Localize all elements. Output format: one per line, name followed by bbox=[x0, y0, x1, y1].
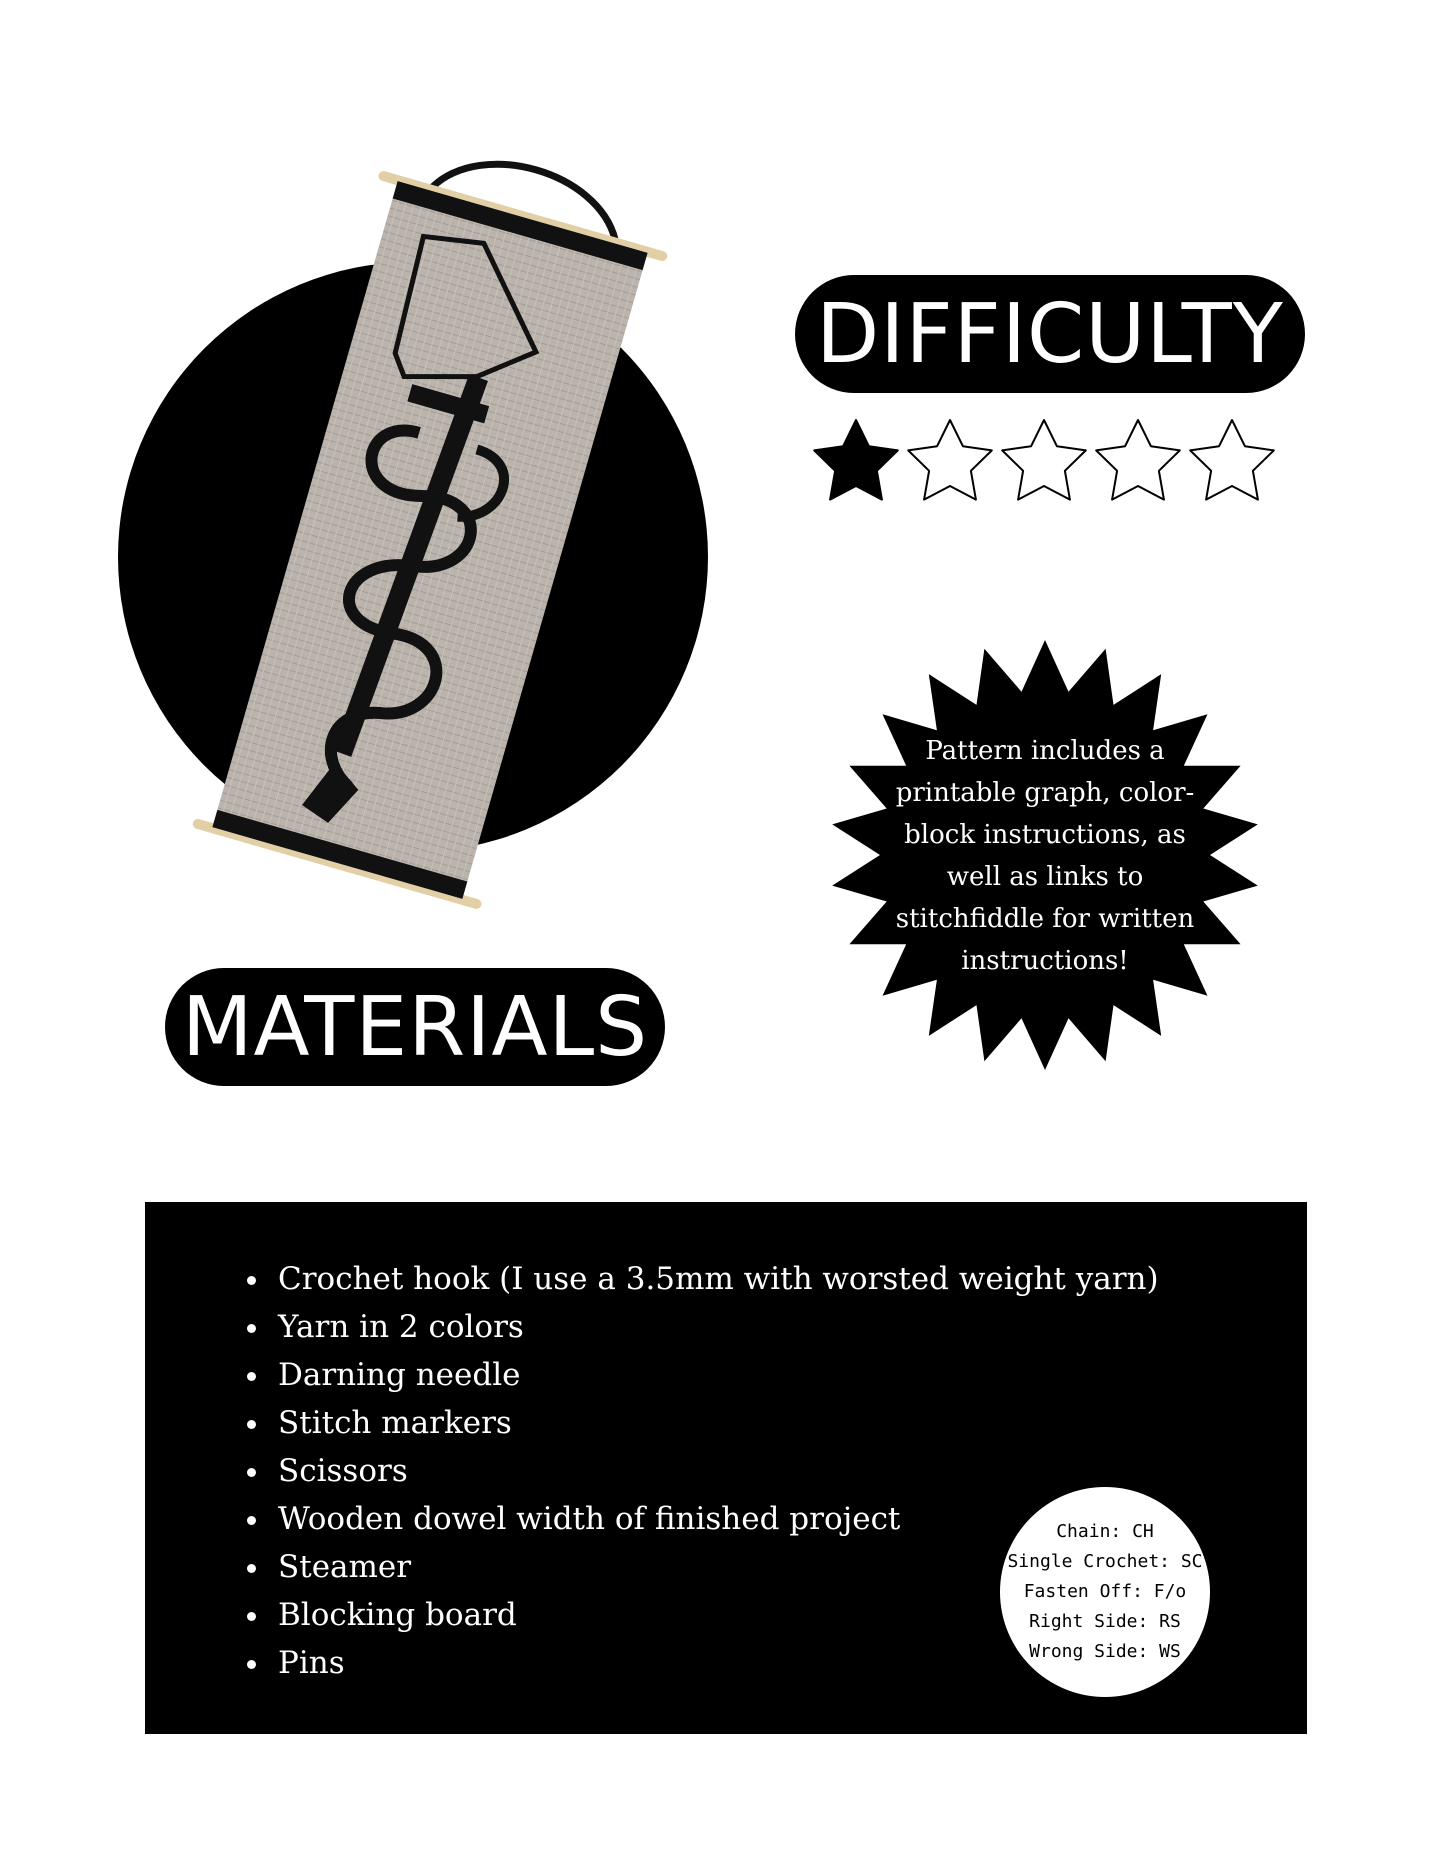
star-filled-icon bbox=[814, 420, 898, 500]
list-item: • Blocking board bbox=[272, 1591, 1159, 1639]
difficulty-rating bbox=[808, 414, 1288, 514]
materials-heading-text: MATERIALS bbox=[181, 979, 649, 1075]
list-item: • Scissors bbox=[272, 1447, 1159, 1495]
list-item: • Stitch markers bbox=[272, 1399, 1159, 1447]
list-item: • Darning needle bbox=[272, 1351, 1159, 1399]
abbreviation-chain: Chain: CH bbox=[1056, 1521, 1154, 1542]
materials-heading bbox=[165, 968, 665, 1086]
pattern-includes-note: Pattern includes a printable graph, color-block instructions, as well as links to stitchfiddle for written instructions! bbox=[895, 736, 1195, 976]
tapestry-photo bbox=[150, 140, 710, 940]
difficulty-heading bbox=[795, 275, 1305, 393]
list-item: • Steamer bbox=[272, 1543, 1159, 1591]
list-item: • Yarn in 2 colors bbox=[272, 1303, 1159, 1351]
abbreviations-key bbox=[1000, 1487, 1210, 1697]
star-empty-icon bbox=[1002, 420, 1086, 500]
star-empty-icon bbox=[1096, 420, 1180, 500]
abbreviation-fasten-off: Fasten Off: F/o bbox=[1023, 1581, 1187, 1602]
abbreviation-single-crochet: Single Crochet: SC bbox=[1007, 1551, 1203, 1572]
abbreviation-right-side: Right Side: RS bbox=[1029, 1611, 1181, 1632]
list-item: • Pins bbox=[272, 1639, 1159, 1687]
abbreviation-wrong-side: Wrong Side: WS bbox=[1029, 1641, 1181, 1662]
list-item: • Crochet hook (I use a 3.5mm with worsted weight yarn) bbox=[272, 1255, 1159, 1303]
star-empty-icon bbox=[1190, 420, 1274, 500]
star-empty-icon bbox=[908, 420, 992, 500]
difficulty-heading-text: DIFFICULTY bbox=[816, 286, 1284, 382]
list-item: • Wooden dowel width of finished project bbox=[272, 1495, 1159, 1543]
